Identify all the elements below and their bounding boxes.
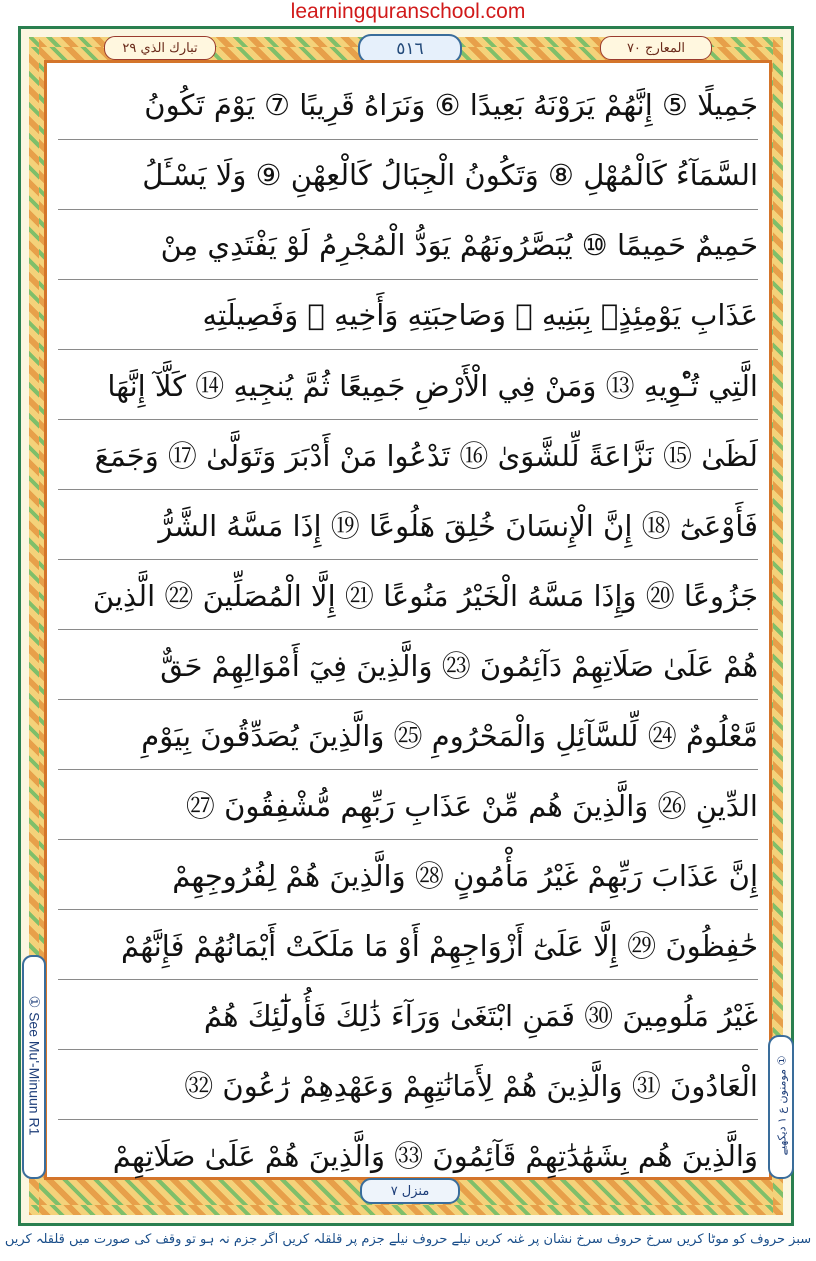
verse-lines (58, 70, 758, 1189)
page-number: ٥١٦ (358, 34, 462, 64)
verse-line: لَظَىٰ ⑮ نَزَّاعَةً لِّلشَّوَىٰ ⑯ تَدْعُوا مَنْ أَدْبَرَ وَتَوَلَّىٰ ⑰ وَجَمَعَ (58, 420, 758, 490)
surah-label: المعارج ٧٠ (600, 36, 712, 60)
verse-line: الَّتِي تُـْٔوِيهِ ⑬ وَمَنْ فِي الْأَرْضِ جَمِيعًا ثُمَّ يُنجِيهِ ⑭ كَلَّآ إِنَّهَا (58, 350, 758, 420)
verse-line: غَيْرُ مَلُومِينَ ㉚ فَمَنِ ابْتَغَىٰ وَرَآءَ ذَٰلِكَ فَأُولَٰٓئِكَ هُمُ (58, 980, 758, 1050)
verse-line: الْعَادُونَ ㉛ وَالَّذِينَ هُمْ لِأَمَانَٰتِهِمْ وَعَهْدِهِمْ رَٰعُونَ ㉜ (58, 1050, 758, 1120)
side-note-left-text: ① See Mu'-Minuun R1 (26, 995, 43, 1136)
verse-line: الدِّينِ ㉖ وَالَّذِينَ هُم مِّنْ عَذَابِ رَبِّهِم مُّشْفِقُونَ ㉗ (58, 770, 758, 840)
side-note-left (22, 955, 46, 1179)
page-header (44, 34, 772, 60)
verse-line: السَّمَآءُ كَالْمُهْلِ ⑧ وَتَكُونُ الْجِبَالُ كَالْعِهْنِ ⑨ وَلَا يَسْـَٔلُ (58, 140, 758, 210)
verse-line: عَذَابِ يَوْمِئِذٍۭ بِبَنِيهِ ⑪ وَصَاحِبَتِهِ وَأَخِيهِ ⑫ وَفَصِيلَتِهِ (58, 280, 758, 350)
juz-label: تبارك الذي ٢٩ (104, 36, 216, 60)
verse-line: هُمْ عَلَىٰ صَلَاتِهِمْ دَآئِمُونَ ㉓ وَالَّذِينَ فِيٓ أَمْوَالِهِمْ حَقٌّ (58, 630, 758, 700)
manzil-marker: منزل ٧ (360, 1178, 460, 1204)
verse-line: إِنَّ عَذَابَ رَبِّهِمْ غَيْرُ مَأْمُونٍ ㉘ وَالَّذِينَ هُمْ لِفُرُوجِهِمْ (58, 840, 758, 910)
tajweed-footer-note: سبز حروف کو موٹا کریں سرخ حروف سرخ نشان پر غنہ کریں نیلے حروف نیلے جزم پر قلقلہ کریں اگر جزم نہ ہو تو وقف کی صورت میں قلقلہ کریں (4, 1232, 812, 1247)
verse-line: وَالَّذِينَ هُم بِشَهَٰدَٰتِهِمْ قَآئِمُونَ ㉝ وَالَّذِينَ هُمْ عَلَىٰ صَلَاتِهِمْ (112, 1139, 758, 1173)
verse-line: جَزُوعًا ⑳ وَإِذَا مَسَّهُ الْخَيْرُ مَنُوعًا ㉑ إِلَّا الْمُصَلِّينَ ㉒ الَّذِينَ (58, 560, 758, 630)
side-note-right-text: ① مومنون ع ١ دیکھیے (775, 1055, 789, 1156)
verse-line: حَٰفِظُونَ ㉙ إِلَّا عَلَىٰٓ أَزْوَاجِهِمْ أَوْ مَا مَلَكَتْ أَيْمَانُهُمْ فَإِنَّهُمْ (58, 910, 758, 980)
verse-line: مَّعْلُومٌ ㉔ لِّلسَّآئِلِ وَالْمَحْرُومِ ㉕ وَالَّذِينَ يُصَدِّقُونَ بِيَوْمِ (58, 700, 758, 770)
site-url[interactable]: learningquranschool.com (290, 0, 526, 23)
verse-line: فَأَوْعَىٰٓ ⑱ إِنَّ الْإِنسَانَ خُلِقَ هَلُوعًا ⑲ إِذَا مَسَّهُ الشَّرُّ (58, 490, 758, 560)
side-note-right (768, 1035, 794, 1179)
verse-line: حَمِيمٌ حَمِيمًا ⑩ يُبَصَّرُونَهُمْ يَوَدُّ الْمُجْرِمُ لَوْ يَفْتَدِي مِنْ (58, 210, 758, 280)
verse-line: جَمِيلًا ⑤ إِنَّهُمْ يَرَوْنَهُ بَعِيدًا ⑥ وَنَرَاهُ قَرِيبًا ⑦ يَوْمَ تَكُونُ (58, 70, 758, 140)
